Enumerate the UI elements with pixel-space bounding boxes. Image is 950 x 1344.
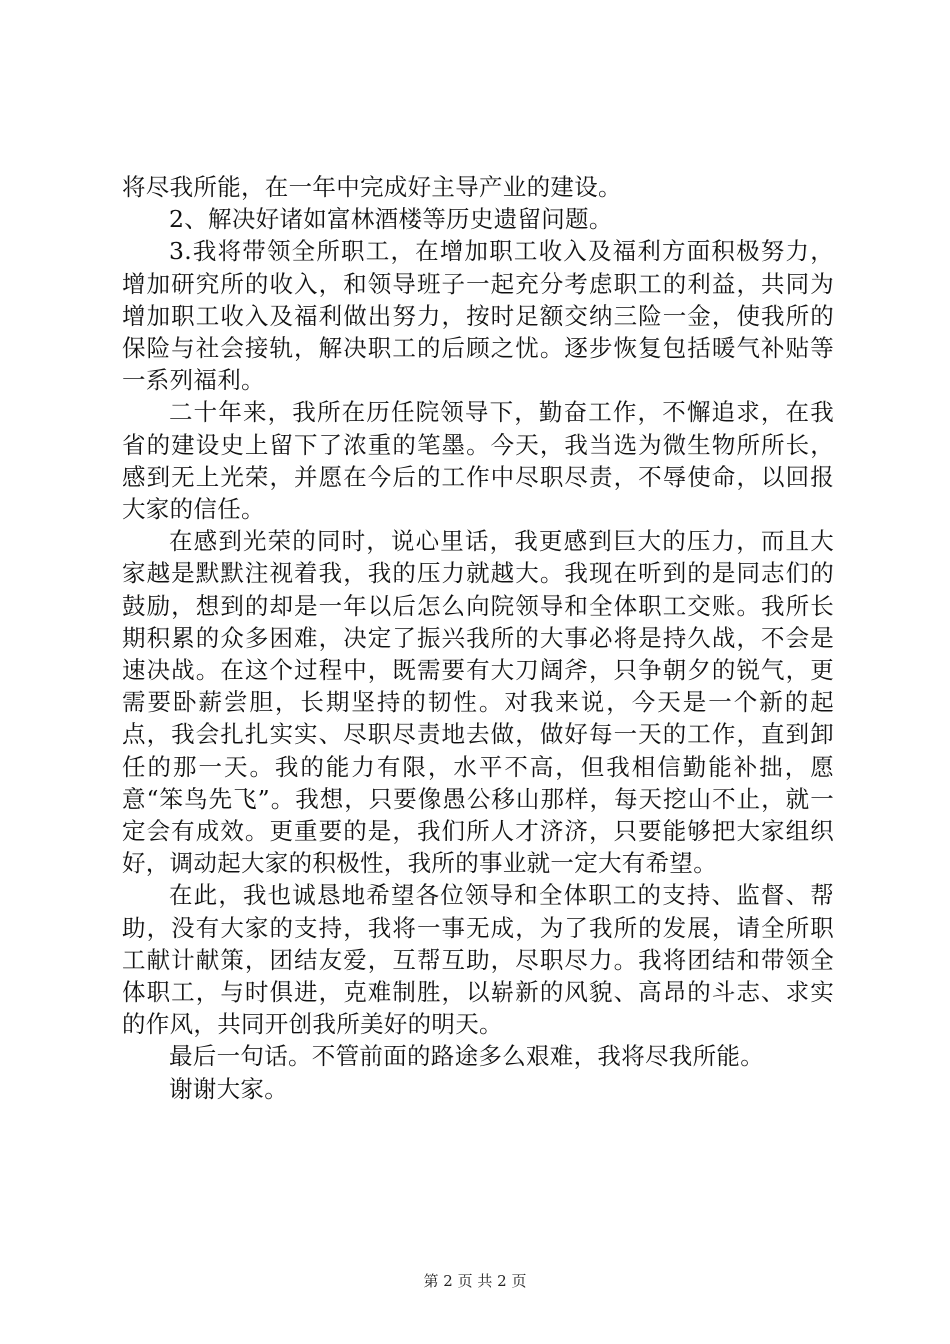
page-footer: 第 2 页 共 2 页 [423, 1272, 527, 1290]
paragraph-3: 3.我将带领全所职工，在增加职工收入及福利方面积极努力，增加研究所的收入，和领导班子一起充分考虑职工的利益，共同为增加职工收入及福利做出努力，按时足额交纳三险一金，使我所的保险与社会接轨，解决职工的后顾之忧。逐步恢复包括暖气补贴等一系列福利。 [122, 237, 834, 395]
paragraph-6: 在此，我也诚恳地希望各位领导和全体职工的支持、监督、帮助，没有大家的支持，我将一事无成，为了我所的发展，请全所职工献计献策，团结友爱，互帮互助，尽职尽力。我将团结和带领全体职工，与时俱进，克难制胜，以崭新的风貌、高昂的斗志、求实的作风，共同开创我所美好的明天。 [122, 881, 834, 1039]
paragraph-5: 在感到光荣的同时，说心里话，我更感到巨大的压力，而且大家越是默默注视着我，我的压力就越大。我现在听到的是同志们的鼓励，想到的却是一年以后怎么向院领导和全体职工交账。我所长期积累的众多困难，决定了振兴我所的大事必将是持久战，不会是速决战。在这个过程中，既需要有大刀阔斧，只争朝夕的锐气，更需要卧薪尝胆，长期坚持的韧性。对我来说，今天是一个新的起点，我会扎扎实实、尽职尽责地去做，做好每一天的工作，直到卸任的那一天。我的能力有限，水平不高，但我相信勤能补拙，愿意“笨鸟先飞”。我想，只要像愚公移山那样，每天挖山不止，就一定会有成效。更重要的是，我们所人才济济，只要能够把大家组织好，调动起大家的积极性，我所的事业就一定大有希望。 [122, 527, 834, 878]
paragraph-2: 2、解决好诸如富林酒楼等历史遗留问题。 [169, 205, 613, 234]
paragraph-8: 谢谢大家。 [169, 1074, 288, 1103]
paragraph-1: 将尽我所能，在一年中完成好主导产业的建设。 [122, 173, 622, 201]
document-body [122, 171, 834, 1105]
paragraph-4: 二十年来，我所在历任院领导下，勤奋工作，不懈追求，在我省的建设史上留下了浓重的笔墨。今天，我当选为微生物所所长，感到无上光荣，并愿在今后的工作中尽职尽责，不辱使命，以回报大家的信任。 [122, 398, 834, 524]
paragraph-7: 最后一句话。不管前面的路途多么艰难，我将尽我所能。 [169, 1042, 764, 1071]
